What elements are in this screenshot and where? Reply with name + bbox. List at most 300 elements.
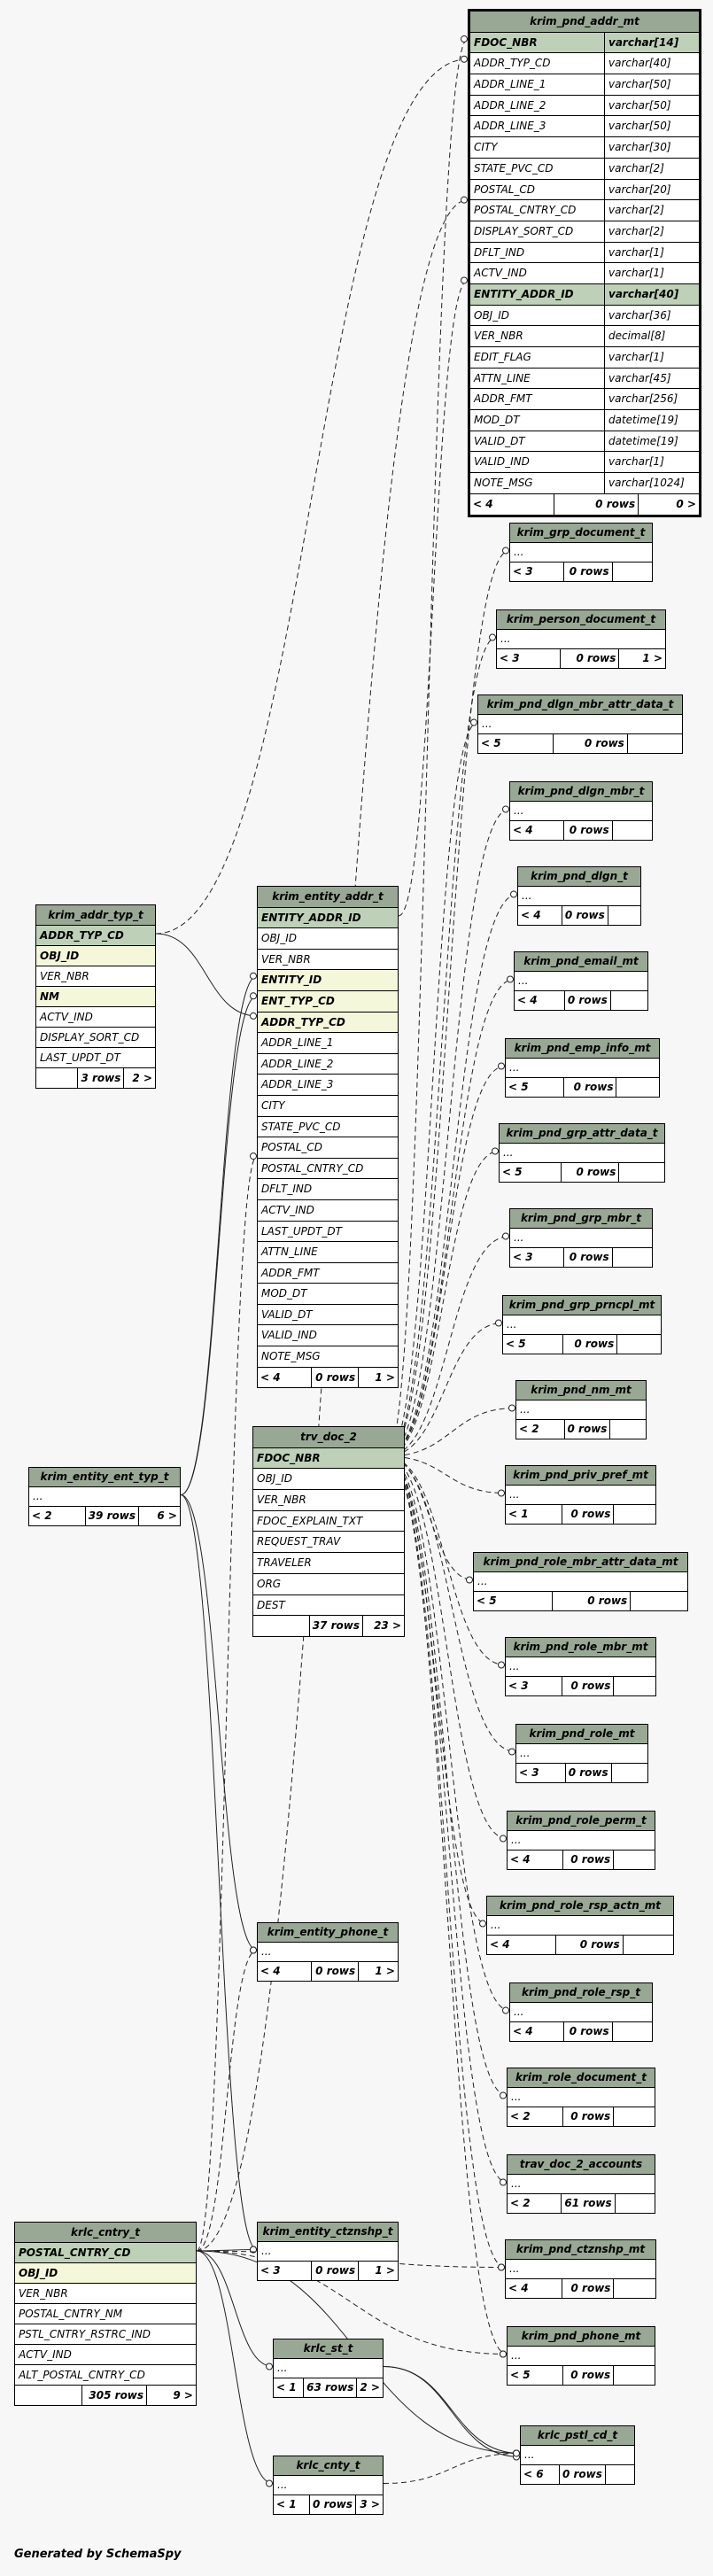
column-row[interactable] xyxy=(516,1744,647,1764)
column-row[interactable] xyxy=(470,431,699,453)
column-row[interactable] xyxy=(15,2365,196,2386)
table-title[interactable]: trv_doc_2 xyxy=(253,1427,404,1448)
column-row[interactable] xyxy=(258,1325,398,1346)
relationship-line-st-pstl xyxy=(384,2367,520,2454)
parent-count: < 4 xyxy=(258,1368,312,1388)
child-count: 1 > xyxy=(375,1965,395,1977)
table-trv_doc[interactable] xyxy=(252,1426,405,1637)
table-title[interactable]: krim_pnd_emp_info_mt xyxy=(506,1039,659,1059)
column-row[interactable] xyxy=(15,2263,196,2284)
column-row[interactable] xyxy=(258,1033,398,1054)
column-row[interactable] xyxy=(36,1048,155,1068)
column-type: varchar[36] xyxy=(608,308,671,322)
relationship-line-st-pstl-2 xyxy=(384,2367,520,2457)
column-row[interactable] xyxy=(470,347,699,369)
column-row[interactable] xyxy=(258,1159,398,1180)
table-footer xyxy=(508,1851,655,1869)
table-nm[interactable] xyxy=(515,1380,647,1439)
column-row[interactable] xyxy=(258,1305,398,1326)
column-row[interactable] xyxy=(506,1657,655,1677)
column-row[interactable] xyxy=(258,1200,398,1222)
column-name: ACTV_IND xyxy=(19,2348,72,2361)
relationship-end-marker xyxy=(509,1405,515,1411)
table-entity_ctznshp[interactable] xyxy=(257,2222,399,2281)
table-person_document[interactable] xyxy=(496,609,666,669)
row-count: 0 rows xyxy=(562,906,608,925)
column-name: ADDR_TYP_CD xyxy=(470,53,605,74)
table-title[interactable]: krim_pnd_role_mbr_attr_data_mt xyxy=(474,1553,687,1572)
relationship-line-addr-fdoc xyxy=(387,39,468,1456)
row-count: 0 rows xyxy=(565,991,611,1010)
column-name: ACTV_IND xyxy=(261,1203,314,1216)
row-count: 0 rows xyxy=(563,2366,614,2385)
row-count: 0 rows xyxy=(312,2262,359,2280)
table-role_rsp_actn[interactable] xyxy=(486,1896,674,1955)
column-row[interactable] xyxy=(508,2175,655,2194)
table-footer xyxy=(503,1335,661,1354)
column-row[interactable] xyxy=(506,2260,655,2279)
column-row[interactable] xyxy=(258,2242,398,2262)
table-grp_attr[interactable] xyxy=(499,1123,665,1183)
column-row[interactable] xyxy=(497,630,665,649)
column-name: ... xyxy=(520,1747,531,1759)
parent-count xyxy=(15,2386,82,2405)
relationship-end-marker xyxy=(500,2092,507,2099)
column-row[interactable] xyxy=(36,1007,155,1028)
parent-count xyxy=(253,1616,310,1636)
column-name: ADDR_LINE_1 xyxy=(470,74,605,95)
column-row[interactable] xyxy=(36,1028,155,1048)
column-name: MOD_DT xyxy=(261,1287,307,1300)
table-entity_ent_typ[interactable] xyxy=(28,1467,181,1526)
column-row[interactable] xyxy=(487,1916,673,1936)
table-title[interactable]: krim_pnd_priv_pref_mt xyxy=(506,1466,655,1486)
relationship-line-cntry-entity-addr xyxy=(197,1156,257,2251)
column-row[interactable] xyxy=(510,543,652,563)
relationship-end-marker xyxy=(267,2363,273,2370)
table-title[interactable]: krim_pnd_role_rsp_actn_mt xyxy=(487,1897,673,1916)
table-title[interactable]: krlc_st_t xyxy=(274,2339,383,2359)
column-name: ... xyxy=(511,2349,522,2362)
column-row[interactable] xyxy=(500,1144,664,1163)
column-row[interactable] xyxy=(470,200,699,221)
column-row[interactable] xyxy=(258,1242,398,1263)
child-count: 3 > xyxy=(360,2498,380,2510)
table-st[interactable] xyxy=(273,2339,384,2398)
column-name: DFLT_IND xyxy=(261,1183,313,1196)
table-title[interactable]: krlc_cntry_t xyxy=(15,2223,196,2243)
column-row[interactable] xyxy=(253,1574,404,1595)
table-footer xyxy=(258,1368,398,1388)
column-row[interactable] xyxy=(470,221,699,243)
table-ctznshp_mt[interactable] xyxy=(505,2239,656,2299)
child-count: 1 > xyxy=(375,2264,395,2277)
table-addr[interactable] xyxy=(468,9,701,517)
table-role_document[interactable] xyxy=(507,2068,655,2127)
column-row[interactable] xyxy=(470,74,699,96)
table-title[interactable]: krim_pnd_role_rsp_t xyxy=(510,1983,652,2003)
row-count: 0 rows xyxy=(562,1677,614,1695)
child-count xyxy=(614,1505,655,1524)
row-count: 0 rows xyxy=(312,1368,359,1388)
table-role_mbr_attr[interactable] xyxy=(473,1552,688,1611)
column-name: ... xyxy=(511,1834,522,1846)
column-row[interactable] xyxy=(15,2243,196,2263)
column-row[interactable] xyxy=(508,2088,655,2107)
relationship-line-cnty-pstl xyxy=(384,2454,520,2484)
child-count xyxy=(616,2194,655,2213)
column-row[interactable] xyxy=(29,1487,180,1507)
column-name: FDOC_NBR xyxy=(257,1451,321,1464)
relationship-line-grp_mbr xyxy=(387,1237,509,1457)
relationship-end-marker xyxy=(499,2264,505,2270)
table-role[interactable] xyxy=(515,1724,648,1783)
table-emp_info[interactable] xyxy=(505,1038,660,1098)
table-title[interactable]: krlc_cnty_t xyxy=(274,2456,383,2476)
table-title[interactable]: krim_pnd_dlgn_t xyxy=(518,867,640,887)
table-title[interactable]: krim_entity_phone_t xyxy=(258,1923,398,1943)
table-title[interactable]: krim_pnd_dlgn_mbr_t xyxy=(510,782,652,802)
relationship-end-marker xyxy=(499,1490,505,1496)
table-email[interactable] xyxy=(514,951,648,1011)
child-count: 1 > xyxy=(375,1370,395,1384)
table-title[interactable]: krim_entity_ent_typ_t xyxy=(29,1468,180,1487)
table-footer xyxy=(510,563,652,581)
column-name: ALT_POSTAL_CNTRY_CD xyxy=(19,2369,145,2381)
column-type: varchar[40] xyxy=(608,287,679,300)
table-title[interactable]: krim_pnd_grp_prncpl_mt xyxy=(503,1296,661,1315)
table-footer xyxy=(478,734,682,753)
column-row[interactable] xyxy=(470,116,699,137)
column-name: ... xyxy=(522,889,532,902)
row-count: 305 rows xyxy=(82,2386,147,2405)
column-row[interactable] xyxy=(470,263,699,284)
column-type: varchar[50] xyxy=(608,78,671,91)
relationship-end-marker xyxy=(496,1320,502,1326)
relationship-end-marker xyxy=(480,1920,486,1927)
column-row[interactable] xyxy=(521,2446,634,2465)
relationship-line-ent-typ xyxy=(181,996,257,1494)
column-name: DISPLAY_SORT_CD xyxy=(40,1031,140,1044)
table-title[interactable]: krim_addr_typ_t xyxy=(36,905,155,926)
column-name: VALID_DT xyxy=(261,1307,313,1321)
column-row[interactable] xyxy=(258,1013,398,1034)
column-name: ADDR_LINE_2 xyxy=(261,1057,334,1070)
column-row[interactable] xyxy=(510,1229,652,1248)
table-footer xyxy=(470,494,699,515)
row-count: 0 rows xyxy=(564,2022,612,2041)
column-row[interactable] xyxy=(258,950,398,971)
child-count: 1 > xyxy=(642,652,663,664)
table-role_perm[interactable] xyxy=(507,1811,655,1870)
child-count xyxy=(606,2465,634,2484)
column-row[interactable] xyxy=(470,243,699,264)
table-title[interactable]: krlc_pstl_cd_t xyxy=(521,2426,634,2446)
column-type: varchar[30] xyxy=(608,141,671,154)
table-footer xyxy=(506,1505,655,1524)
relationship-end-marker xyxy=(503,1233,509,1239)
column-row[interactable] xyxy=(253,1553,404,1574)
column-row[interactable] xyxy=(253,1532,404,1553)
table-title[interactable]: krim_pnd_nm_mt xyxy=(516,1381,646,1401)
table-footer xyxy=(516,1764,647,1782)
column-row[interactable] xyxy=(258,1346,398,1368)
column-row[interactable] xyxy=(470,410,699,431)
table-title[interactable]: krim_pnd_phone_mt xyxy=(508,2327,655,2347)
table-title[interactable]: krim_pnd_role_mt xyxy=(516,1725,647,1744)
row-count: 0 rows xyxy=(563,2107,614,2126)
column-row[interactable] xyxy=(470,180,699,201)
table-footer xyxy=(15,2386,196,2405)
column-name: NOTE_MSG xyxy=(261,1350,321,1363)
column-row[interactable] xyxy=(258,1222,398,1243)
column-row[interactable] xyxy=(15,2345,196,2365)
column-row[interactable] xyxy=(508,2347,655,2366)
table-title[interactable]: krim_pnd_email_mt xyxy=(515,952,647,972)
table-footer xyxy=(508,2107,655,2126)
column-row[interactable] xyxy=(258,1263,398,1284)
column-name: LAST_UPDT_DT xyxy=(261,1224,343,1238)
column-name: ... xyxy=(261,2245,272,2257)
relationship-end-marker xyxy=(461,277,468,283)
column-row[interactable] xyxy=(510,2003,652,2022)
relationship-end-marker xyxy=(471,719,477,725)
column-name: POSTAL_CNTRY_NM xyxy=(19,2308,123,2320)
column-type: decimal[8] xyxy=(608,330,666,343)
column-type: varchar[1] xyxy=(608,351,664,363)
table-pstl_cd[interactable] xyxy=(520,2425,635,2485)
column-row[interactable] xyxy=(36,966,155,987)
column-row[interactable] xyxy=(274,2476,383,2495)
column-row[interactable] xyxy=(474,1572,687,1592)
table-priv_pref[interactable] xyxy=(505,1465,656,1525)
column-name: VER_NBR xyxy=(261,952,311,966)
column-name: VALID_IND xyxy=(470,452,605,472)
parent-count: < 6 xyxy=(521,2465,560,2484)
table-phone_mt[interactable] xyxy=(507,2326,655,2386)
table-footer xyxy=(510,2022,652,2041)
table-cntry[interactable] xyxy=(14,2222,197,2406)
column-row[interactable] xyxy=(36,926,155,946)
column-row[interactable] xyxy=(470,389,699,410)
row-count: 3 rows xyxy=(78,1068,124,1088)
table-trav_accounts[interactable] xyxy=(507,2154,655,2214)
row-count: 0 rows xyxy=(562,1163,619,1182)
column-row[interactable] xyxy=(36,946,155,966)
column-row[interactable] xyxy=(253,1511,404,1532)
column-row[interactable] xyxy=(470,137,699,159)
column-row[interactable] xyxy=(510,802,652,821)
column-row[interactable] xyxy=(274,2359,383,2378)
relationship-end-marker xyxy=(492,1148,499,1154)
column-row[interactable] xyxy=(258,1096,398,1117)
column-row[interactable] xyxy=(15,2284,196,2304)
row-count: 0 rows xyxy=(554,734,628,753)
table-entity_phone[interactable] xyxy=(257,1922,399,1982)
table-cnty[interactable] xyxy=(273,2456,384,2515)
column-row[interactable] xyxy=(258,928,398,950)
column-row[interactable] xyxy=(258,1075,398,1096)
relationship-line-ent-ctznshp xyxy=(181,1495,257,2250)
table-title[interactable]: krim_grp_document_t xyxy=(510,524,652,543)
relationship-end-marker xyxy=(267,2480,273,2487)
column-name: ADDR_FMT xyxy=(470,389,605,409)
column-type: varchar[1] xyxy=(608,267,664,280)
column-row[interactable] xyxy=(258,1284,398,1305)
column-name: POSTAL_CNTRY_CD xyxy=(19,2246,131,2259)
table-role_mbr[interactable] xyxy=(505,1637,656,1696)
row-count: 0 rows xyxy=(564,563,612,581)
table-grp_prncpl[interactable] xyxy=(502,1295,662,1354)
column-row[interactable] xyxy=(515,972,647,991)
column-name: OBJ_ID xyxy=(40,950,80,962)
relationship-end-marker xyxy=(500,2351,507,2357)
relationship-end-marker xyxy=(251,1153,257,1160)
child-count: 2 > xyxy=(360,2381,380,2394)
column-row[interactable] xyxy=(258,1054,398,1075)
table-grp_mbr[interactable] xyxy=(509,1208,653,1268)
table-title[interactable]: trav_doc_2_accounts xyxy=(508,2155,655,2175)
column-row[interactable] xyxy=(516,1401,646,1420)
column-row[interactable] xyxy=(470,473,699,494)
column-name: VALID_DT xyxy=(470,431,605,452)
table-title[interactable]: krim_role_document_t xyxy=(508,2068,655,2088)
column-row[interactable] xyxy=(253,1448,404,1470)
column-type: varchar[2] xyxy=(608,224,664,237)
column-row[interactable] xyxy=(470,96,699,117)
table-title[interactable]: krim_pnd_grp_attr_data_t xyxy=(500,1124,664,1144)
column-type: varchar[45] xyxy=(608,371,671,384)
column-name: ... xyxy=(277,2362,288,2374)
table-footer xyxy=(253,1616,404,1636)
column-name: ... xyxy=(514,546,524,558)
column-row[interactable] xyxy=(258,1179,398,1200)
table-footer xyxy=(500,1163,664,1182)
parent-count: < 2 xyxy=(508,2194,562,2213)
column-row[interactable] xyxy=(470,53,699,74)
parent-count: < 4 xyxy=(258,1962,312,1981)
child-count: 0 > xyxy=(676,497,696,510)
column-row[interactable] xyxy=(506,1059,659,1078)
table-title[interactable]: krim_pnd_grp_mbr_t xyxy=(510,1209,652,1229)
column-row[interactable] xyxy=(470,284,699,306)
row-count: 0 rows xyxy=(564,821,612,840)
parent-count: < 3 xyxy=(506,1677,562,1695)
column-row[interactable] xyxy=(470,159,699,180)
parent-count xyxy=(36,1068,78,1088)
column-name: ATTN_LINE xyxy=(470,369,605,389)
table-title[interactable]: krim_entity_addr_t xyxy=(258,887,398,908)
table-entity_addr[interactable] xyxy=(257,886,399,1388)
column-row[interactable] xyxy=(470,369,699,390)
row-count: 0 rows xyxy=(562,1505,614,1524)
column-name: ENTITY_ADDR_ID xyxy=(261,911,361,924)
column-type: varchar[40] xyxy=(608,57,671,70)
table-footer xyxy=(521,2465,634,2484)
column-name: PSTL_CNTRY_RSTRC_IND xyxy=(19,2328,151,2340)
table-title[interactable]: krim_entity_ctznshp_t xyxy=(258,2223,398,2242)
column-row[interactable] xyxy=(258,991,398,1013)
column-row[interactable] xyxy=(15,2324,196,2345)
column-row[interactable] xyxy=(253,1595,404,1617)
column-name: ... xyxy=(518,974,529,987)
table-dlgn_mbr_attr[interactable] xyxy=(477,694,683,754)
table-role_rsp[interactable] xyxy=(509,1982,653,2042)
relationship-line-person_document xyxy=(387,638,496,1457)
row-count: 0 rows xyxy=(560,2465,606,2484)
relationship-line-entity-addr-id xyxy=(399,280,468,915)
parent-count: < 5 xyxy=(500,1163,562,1182)
table-title[interactable]: krim_pnd_ctznshp_mt xyxy=(506,2240,655,2260)
relationship-end-marker xyxy=(251,1013,257,1019)
column-name: TRAVELER xyxy=(257,1556,312,1570)
column-name: ... xyxy=(524,2448,535,2461)
row-count: 0 rows xyxy=(564,1248,612,1267)
table-dlgn_mbr[interactable] xyxy=(509,781,653,841)
column-row[interactable] xyxy=(258,1117,398,1138)
column-row[interactable] xyxy=(470,33,699,54)
column-row[interactable] xyxy=(36,987,155,1007)
table-title[interactable]: krim_pnd_addr_mt xyxy=(470,12,699,33)
column-name: STATE_PVC_CD xyxy=(470,159,605,179)
column-row[interactable] xyxy=(506,1486,655,1505)
table-addr_typ[interactable] xyxy=(35,904,156,1089)
column-row[interactable] xyxy=(258,970,398,991)
row-count: 0 rows xyxy=(562,2279,614,2298)
column-name: ... xyxy=(509,1061,520,1074)
column-name: ... xyxy=(507,1318,517,1331)
row-count: 0 rows xyxy=(566,1764,612,1782)
table-title[interactable]: krim_pnd_role_perm_t xyxy=(508,1812,655,1831)
column-row[interactable] xyxy=(470,306,699,327)
table-grp_document[interactable] xyxy=(509,523,653,582)
column-type: varchar[1] xyxy=(608,455,664,469)
row-count: 0 rows xyxy=(561,649,620,668)
child-count: 2 > xyxy=(132,1072,152,1084)
parent-count: < 2 xyxy=(508,2107,563,2126)
column-row[interactable] xyxy=(518,887,640,906)
column-row[interactable] xyxy=(258,1943,398,1962)
column-row[interactable] xyxy=(508,1831,655,1851)
column-type: datetime[19] xyxy=(608,434,678,447)
table-title[interactable]: krim_pnd_dlgn_mbr_attr_data_t xyxy=(478,695,682,715)
column-row[interactable] xyxy=(478,715,682,734)
column-name: ... xyxy=(477,1575,488,1587)
column-type: varchar[20] xyxy=(608,182,671,196)
column-row[interactable] xyxy=(253,1469,404,1490)
column-row[interactable] xyxy=(258,908,398,929)
child-count xyxy=(614,1851,655,1869)
table-title[interactable]: krim_pnd_role_mbr_mt xyxy=(506,1638,655,1657)
relationship-end-marker xyxy=(514,2450,520,2456)
relationship-line-addr-typ xyxy=(156,59,468,934)
column-name: EDIT_FLAG xyxy=(470,347,605,368)
child-count: 23 > xyxy=(374,1619,401,1633)
column-row[interactable] xyxy=(258,1137,398,1159)
column-row[interactable] xyxy=(253,1490,404,1511)
child-count: 9 > xyxy=(173,2389,193,2401)
column-row[interactable] xyxy=(15,2304,196,2324)
column-row[interactable] xyxy=(470,452,699,473)
table-footer xyxy=(474,1592,687,1610)
table-title[interactable]: krim_person_document_t xyxy=(497,610,665,630)
column-type: varchar[2] xyxy=(608,161,664,175)
column-row[interactable] xyxy=(503,1315,661,1335)
column-name: OBJ_ID xyxy=(261,932,297,945)
column-name: ... xyxy=(500,632,511,645)
column-row[interactable] xyxy=(470,326,699,347)
table-dlgn[interactable] xyxy=(517,866,641,926)
